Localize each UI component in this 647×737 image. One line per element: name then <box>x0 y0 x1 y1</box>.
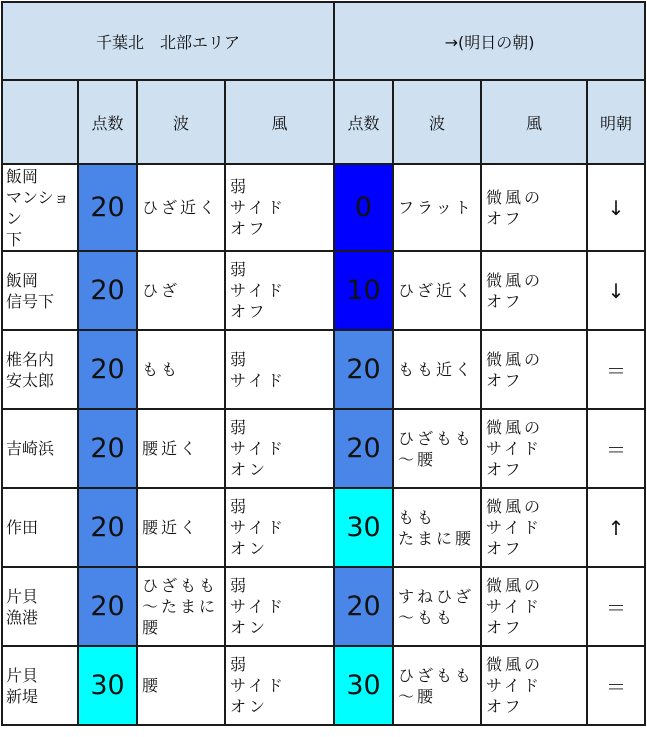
table-row <box>2 409 645 488</box>
wave-cell: ひざ <box>137 251 225 330</box>
tomorrow-wave-cell: すねひざ 〜もも <box>393 567 481 646</box>
wind-cell: 弱 サイド オン <box>225 409 334 488</box>
tomorrow-score-cell: 0 <box>334 164 393 251</box>
spot-name: 椎名内 安太郎 <box>2 330 78 409</box>
table-row <box>2 164 645 251</box>
header-blank <box>2 80 78 164</box>
wind-cell: 弱 サイド <box>225 330 334 409</box>
spot-name: 飯岡 マンション 下 <box>2 164 78 251</box>
score-cell: 20 <box>78 409 137 488</box>
table-row <box>2 567 645 646</box>
wind-cell: 弱 サイド オン <box>225 488 334 567</box>
wind-cell: 弱 サイド オフ <box>225 164 334 251</box>
spot-name: 飯岡 信号下 <box>2 251 78 330</box>
tomorrow-score-cell: 10 <box>334 251 393 330</box>
wave-cell: ひざ近く <box>137 164 225 251</box>
tomorrow-score-cell: 20 <box>334 567 393 646</box>
tomorrow-wave-cell: もも たまに腰 <box>393 488 481 567</box>
title-row <box>2 2 645 80</box>
tomorrow-wave-cell: ひざ近く <box>393 251 481 330</box>
header-score-tomorrow: 点数 <box>334 80 393 164</box>
header-wave: 波 <box>137 80 225 164</box>
header-wave-tomorrow: 波 <box>393 80 481 164</box>
tomorrow-wind-cell: 微風の オフ <box>481 330 587 409</box>
tomorrow-wind-cell: 微風の サイド オフ <box>481 488 587 567</box>
tomorrow-wave-cell: フラット <box>393 164 481 251</box>
column-header-row <box>2 80 645 164</box>
surf-forecast-table <box>1 1 646 726</box>
wave-cell: 腰近く <box>137 409 225 488</box>
score-cell: 20 <box>78 164 137 251</box>
score-cell: 20 <box>78 330 137 409</box>
trend-cell: ↑ <box>587 488 645 567</box>
tomorrow-wave-cell: ひざもも 〜腰 <box>393 409 481 488</box>
wave-cell: ひざもも 〜たまに 腰 <box>137 567 225 646</box>
wind-cell: 弱 サイド オフ <box>225 251 334 330</box>
wind-cell: 弱 サイド オン <box>225 646 334 725</box>
trend-cell: ＝ <box>587 330 645 409</box>
spot-name: 吉崎浜 <box>2 409 78 488</box>
trend-cell: ↓ <box>587 164 645 251</box>
table-row <box>2 646 645 725</box>
tomorrow-score-cell: 20 <box>334 330 393 409</box>
spot-name: 片貝 新堤 <box>2 646 78 725</box>
wave-cell: もも <box>137 330 225 409</box>
tomorrow-score-cell: 30 <box>334 488 393 567</box>
trend-cell: ＝ <box>587 567 645 646</box>
tomorrow-wave-cell: もも近く <box>393 330 481 409</box>
area-title: 千葉北 北部エリア <box>2 2 334 80</box>
wind-cell: 弱 サイド オン <box>225 567 334 646</box>
trend-cell: ↓ <box>587 251 645 330</box>
score-cell: 20 <box>78 567 137 646</box>
score-cell: 30 <box>78 646 137 725</box>
spot-name: 作田 <box>2 488 78 567</box>
header-wind: 風 <box>225 80 334 164</box>
tomorrow-wind-cell: 微風の サイド オフ <box>481 646 587 725</box>
table-row <box>2 251 645 330</box>
header-trend: 明朝 <box>587 80 645 164</box>
wave-cell: 腰近く <box>137 488 225 567</box>
tomorrow-score-cell: 20 <box>334 409 393 488</box>
tomorrow-wind-cell: 微風の オフ <box>481 164 587 251</box>
score-cell: 20 <box>78 251 137 330</box>
tomorrow-wind-cell: 微風の サイド オフ <box>481 409 587 488</box>
header-score: 点数 <box>78 80 137 164</box>
header-wind-tomorrow: 風 <box>481 80 587 164</box>
tomorrow-title: →(明日の朝) <box>334 2 645 80</box>
tomorrow-wave-cell: ひざもも 〜腰 <box>393 646 481 725</box>
tomorrow-wind-cell: 微風の オフ <box>481 251 587 330</box>
tomorrow-wind-cell: 微風の サイド オフ <box>481 567 587 646</box>
trend-cell: ＝ <box>587 646 645 725</box>
table-row <box>2 488 645 567</box>
trend-cell: ＝ <box>587 409 645 488</box>
wave-cell: 腰 <box>137 646 225 725</box>
score-cell: 20 <box>78 488 137 567</box>
spot-name: 片貝 漁港 <box>2 567 78 646</box>
table-row <box>2 330 645 409</box>
tomorrow-score-cell: 30 <box>334 646 393 725</box>
